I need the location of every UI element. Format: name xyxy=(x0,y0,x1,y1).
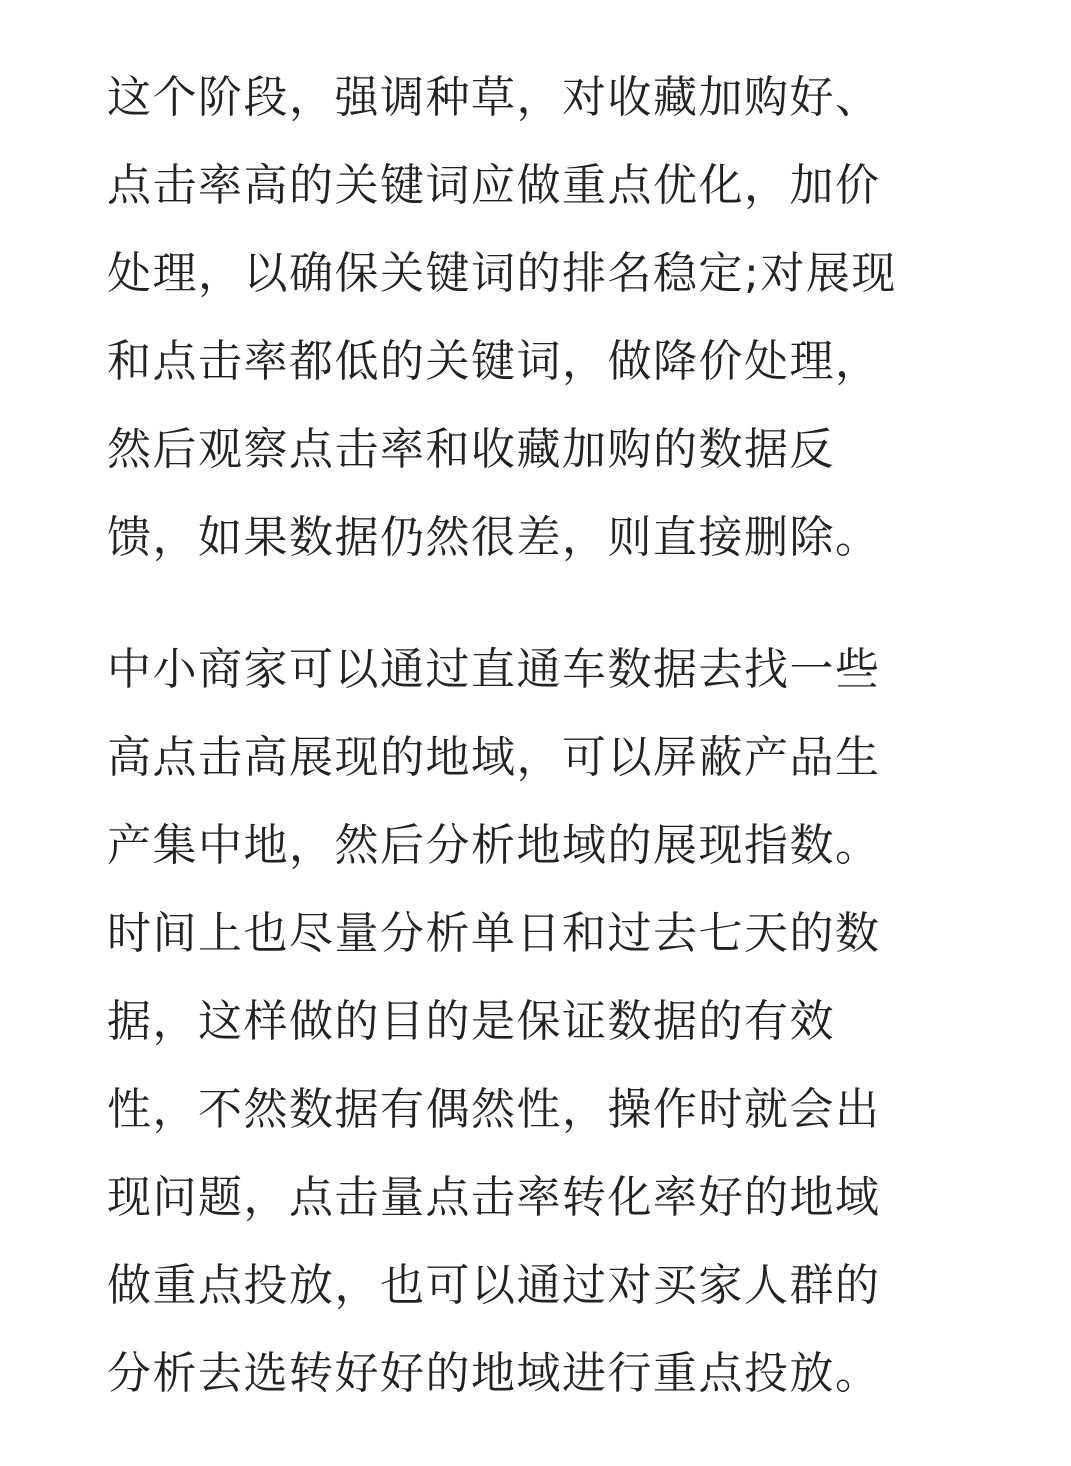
text-line: 处理，以确保关键词的排名稳定;对展现 xyxy=(107,248,897,299)
text-line: 馈，如果数据仍然很差，则直接删除。 xyxy=(107,512,881,563)
paragraph-spacer xyxy=(107,582,967,626)
text-line: 性，不然数据有偶然性，操作时就会出 xyxy=(107,1084,881,1135)
text-line: 和点击率都低的关键词，做降价处理， xyxy=(107,336,881,387)
text-line: 高点击高展现的地域，可以屏蔽产品生 xyxy=(107,732,881,783)
text-line: 中小商家可以通过直通车数据去找一些 xyxy=(107,644,881,695)
text-line: 然后观察点击率和收藏加购的数据反 xyxy=(107,424,835,475)
paragraph-2 xyxy=(107,626,967,1418)
text-line: 做重点投放，也可以通过对买家人群的 xyxy=(107,1260,881,1311)
text-line: 时间上也尽量分析单日和过去七天的数 xyxy=(107,908,881,959)
text-line: 产集中地，然后分析地域的展现指数。 xyxy=(107,820,881,871)
paragraph-1 xyxy=(107,54,967,582)
text-line: 据，这样做的目的是保证数据的有效 xyxy=(107,996,835,1047)
article-text xyxy=(107,54,967,1418)
text-line: 现问题，点击量点击率转化率好的地域 xyxy=(107,1172,881,1223)
text-line: 这个阶段，强调种草，对收藏加购好、 xyxy=(107,72,881,123)
text-line: 点击率高的关键词应做重点优化，加价 xyxy=(107,160,881,211)
text-line: 分析去选转好好的地域进行重点投放。 xyxy=(107,1348,881,1399)
